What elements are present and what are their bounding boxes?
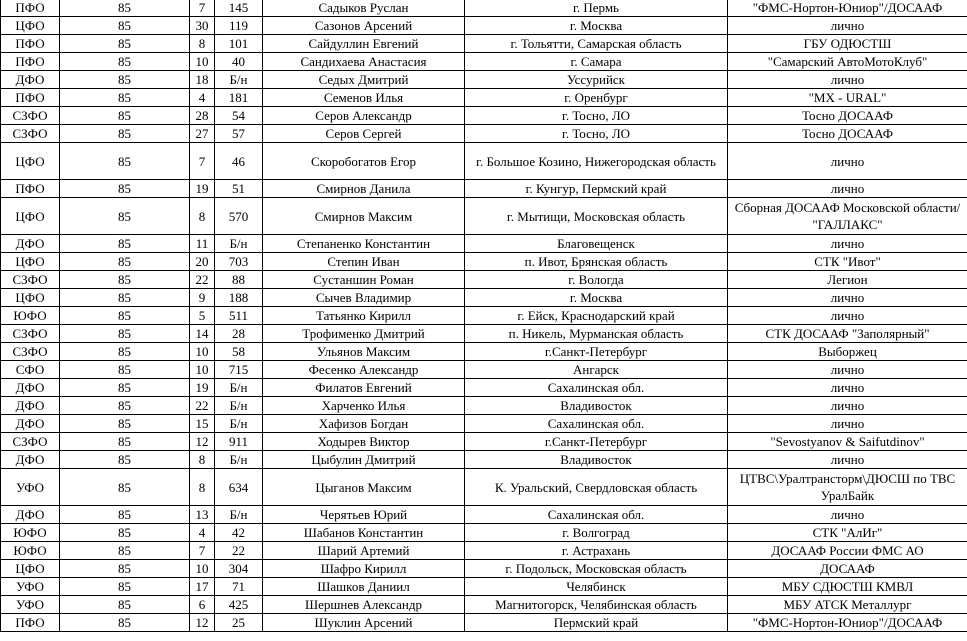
team-cell: Тосно ДОСААФ bbox=[728, 125, 967, 143]
number-cell: 511 bbox=[215, 307, 263, 325]
team-cell: лично bbox=[728, 397, 967, 415]
team-cell: лично bbox=[728, 415, 967, 433]
number-cell: Б/н bbox=[215, 451, 263, 469]
district-cell: ПФО bbox=[1, 180, 60, 198]
city-cell: Владивосток bbox=[465, 451, 728, 469]
table-row bbox=[1, 415, 967, 433]
rank-cell: 6 bbox=[190, 596, 215, 614]
number-cell: 188 bbox=[215, 289, 263, 307]
rank-cell: 4 bbox=[190, 524, 215, 542]
number-cell: 88 bbox=[215, 271, 263, 289]
table-row bbox=[1, 17, 967, 35]
table-row bbox=[1, 397, 967, 415]
table-row bbox=[1, 596, 967, 614]
team-cell: Легион bbox=[728, 271, 967, 289]
rank-cell: 7 bbox=[190, 0, 215, 17]
rank-cell: 27 bbox=[190, 125, 215, 143]
class-cell: 85 bbox=[60, 289, 190, 307]
city-cell: Пермский край bbox=[465, 614, 728, 632]
team-cell: лично bbox=[728, 307, 967, 325]
rank-cell: 22 bbox=[190, 397, 215, 415]
district-cell: СЗФО bbox=[1, 271, 60, 289]
city-cell: г. Пермь bbox=[465, 0, 728, 17]
rank-cell: 5 bbox=[190, 307, 215, 325]
team-cell: лично bbox=[728, 379, 967, 397]
district-cell: СЗФО bbox=[1, 125, 60, 143]
number-cell: 40 bbox=[215, 53, 263, 71]
class-cell: 85 bbox=[60, 451, 190, 469]
district-cell: ДФО bbox=[1, 451, 60, 469]
rank-cell: 8 bbox=[190, 469, 215, 506]
city-cell: Ангарск bbox=[465, 361, 728, 379]
class-cell: 85 bbox=[60, 89, 190, 107]
district-cell: ПФО bbox=[1, 614, 60, 632]
district-cell: ЦФО bbox=[1, 253, 60, 271]
team-cell: СТК ДОСААФ "Заполярный" bbox=[728, 325, 967, 343]
team-cell: лично bbox=[728, 289, 967, 307]
number-cell: Б/н bbox=[215, 379, 263, 397]
number-cell: 71 bbox=[215, 578, 263, 596]
table-row bbox=[1, 379, 967, 397]
team-cell: ГБУ ОДЮСТШ bbox=[728, 35, 967, 53]
district-cell: ПФО bbox=[1, 0, 60, 17]
table-row bbox=[1, 107, 967, 125]
name-cell: Харченко Илья bbox=[263, 397, 465, 415]
team-cell: МБУ АТСК Металлург bbox=[728, 596, 967, 614]
class-cell: 85 bbox=[60, 361, 190, 379]
city-cell: г. Вологда bbox=[465, 271, 728, 289]
rank-cell: 11 bbox=[190, 235, 215, 253]
table-row bbox=[1, 0, 967, 17]
number-cell: 145 bbox=[215, 0, 263, 17]
name-cell: Степаненко Константин bbox=[263, 235, 465, 253]
district-cell: СЗФО bbox=[1, 325, 60, 343]
rank-cell: 30 bbox=[190, 17, 215, 35]
number-cell: 425 bbox=[215, 596, 263, 614]
city-cell: г. Кунгур, Пермский край bbox=[465, 180, 728, 198]
team-cell: ДОСААФ России ФМС АО bbox=[728, 542, 967, 560]
number-cell: 911 bbox=[215, 433, 263, 451]
rank-cell: 10 bbox=[190, 343, 215, 361]
team-cell: ДОСААФ bbox=[728, 560, 967, 578]
district-cell: ДФО bbox=[1, 235, 60, 253]
city-cell: г. Мытищи, Московская область bbox=[465, 198, 728, 235]
number-cell: 703 bbox=[215, 253, 263, 271]
rank-cell: 7 bbox=[190, 542, 215, 560]
district-cell: СЗФО bbox=[1, 343, 60, 361]
class-cell: 85 bbox=[60, 506, 190, 524]
city-cell: Благовещенск bbox=[465, 235, 728, 253]
team-cell: лично bbox=[728, 17, 967, 35]
number-cell: 101 bbox=[215, 35, 263, 53]
class-cell: 85 bbox=[60, 271, 190, 289]
class-cell: 85 bbox=[60, 125, 190, 143]
class-cell: 85 bbox=[60, 325, 190, 343]
city-cell: Уссурийск bbox=[465, 71, 728, 89]
table-row bbox=[1, 235, 967, 253]
number-cell: 46 bbox=[215, 143, 263, 180]
name-cell: Трофименко Дмитрий bbox=[263, 325, 465, 343]
district-cell: ДФО bbox=[1, 379, 60, 397]
rank-cell: 12 bbox=[190, 433, 215, 451]
name-cell: Сазонов Арсений bbox=[263, 17, 465, 35]
number-cell: 28 bbox=[215, 325, 263, 343]
team-cell: СТК "Ивот" bbox=[728, 253, 967, 271]
name-cell: Скоробогатов Егор bbox=[263, 143, 465, 180]
table-row bbox=[1, 253, 967, 271]
team-cell: "MX - URAL" bbox=[728, 89, 967, 107]
name-cell: Шашков Даниил bbox=[263, 578, 465, 596]
table-row bbox=[1, 560, 967, 578]
class-cell: 85 bbox=[60, 614, 190, 632]
city-cell: г. Большое Козино, Нижегородская область bbox=[465, 143, 728, 180]
table-row bbox=[1, 343, 967, 361]
table-row bbox=[1, 614, 967, 632]
district-cell: ДФО bbox=[1, 506, 60, 524]
name-cell: Фесенко Александр bbox=[263, 361, 465, 379]
rank-cell: 9 bbox=[190, 289, 215, 307]
rank-cell: 19 bbox=[190, 180, 215, 198]
rank-cell: 17 bbox=[190, 578, 215, 596]
table-row bbox=[1, 289, 967, 307]
table-row bbox=[1, 325, 967, 343]
name-cell: Цыбулин Дмитрий bbox=[263, 451, 465, 469]
class-cell: 85 bbox=[60, 542, 190, 560]
class-cell: 85 bbox=[60, 253, 190, 271]
district-cell: ЮФО bbox=[1, 542, 60, 560]
rank-cell: 19 bbox=[190, 379, 215, 397]
city-cell: п. Ивот, Брянская область bbox=[465, 253, 728, 271]
district-cell: ЦФО bbox=[1, 17, 60, 35]
class-cell: 85 bbox=[60, 143, 190, 180]
rank-cell: 4 bbox=[190, 89, 215, 107]
table-row bbox=[1, 53, 967, 71]
city-cell: г. Тосно, ЛО bbox=[465, 125, 728, 143]
number-cell: 715 bbox=[215, 361, 263, 379]
city-cell: Сахалинская обл. bbox=[465, 415, 728, 433]
city-cell: Сахалинская обл. bbox=[465, 506, 728, 524]
rank-cell: 10 bbox=[190, 361, 215, 379]
name-cell: Цыганов Максим bbox=[263, 469, 465, 506]
name-cell: Татьянко Кирилл bbox=[263, 307, 465, 325]
table-row bbox=[1, 35, 967, 53]
team-cell: "ФМС-Нортон-Юниор"/ДОСААФ bbox=[728, 0, 967, 17]
number-cell: Б/н bbox=[215, 71, 263, 89]
city-cell: Владивосток bbox=[465, 397, 728, 415]
team-cell: лично bbox=[728, 506, 967, 524]
number-cell: 181 bbox=[215, 89, 263, 107]
district-cell: ПФО bbox=[1, 53, 60, 71]
table-row bbox=[1, 578, 967, 596]
district-cell: ЦФО bbox=[1, 560, 60, 578]
district-cell: ДФО bbox=[1, 415, 60, 433]
city-cell: Магнитогорск, Челябинская область bbox=[465, 596, 728, 614]
name-cell: Шабанов Константин bbox=[263, 524, 465, 542]
class-cell: 85 bbox=[60, 524, 190, 542]
city-cell: г. Москва bbox=[465, 17, 728, 35]
number-cell: 58 bbox=[215, 343, 263, 361]
number-cell: 51 bbox=[215, 180, 263, 198]
table-row bbox=[1, 307, 967, 325]
district-cell: СЗФО bbox=[1, 107, 60, 125]
team-cell: лично bbox=[728, 235, 967, 253]
city-cell: г. Оренбург bbox=[465, 89, 728, 107]
table-row bbox=[1, 469, 967, 506]
table-row bbox=[1, 361, 967, 379]
class-cell: 85 bbox=[60, 343, 190, 361]
number-cell: 570 bbox=[215, 198, 263, 235]
class-cell: 85 bbox=[60, 17, 190, 35]
table-row bbox=[1, 451, 967, 469]
name-cell: Смирнов Максим bbox=[263, 198, 465, 235]
team-cell: МБУ СДЮСТШ КМВЛ bbox=[728, 578, 967, 596]
name-cell: Семенов Илья bbox=[263, 89, 465, 107]
team-cell: Тосно ДОСААФ bbox=[728, 107, 967, 125]
team-cell: Выборжец bbox=[728, 343, 967, 361]
district-cell: ЦФО bbox=[1, 289, 60, 307]
team-cell: лично bbox=[728, 143, 967, 180]
district-cell: ЮФО bbox=[1, 307, 60, 325]
name-cell: Серов Сергей bbox=[263, 125, 465, 143]
rank-cell: 10 bbox=[190, 560, 215, 578]
name-cell: Шершнев Александр bbox=[263, 596, 465, 614]
table-row bbox=[1, 89, 967, 107]
district-cell: ДФО bbox=[1, 71, 60, 89]
number-cell: Б/н bbox=[215, 235, 263, 253]
class-cell: 85 bbox=[60, 397, 190, 415]
rank-cell: 15 bbox=[190, 415, 215, 433]
city-cell: г. Тосно, ЛО bbox=[465, 107, 728, 125]
district-cell: УФО bbox=[1, 469, 60, 506]
name-cell: Черятьев Юрий bbox=[263, 506, 465, 524]
city-cell: Сахалинская обл. bbox=[465, 379, 728, 397]
class-cell: 85 bbox=[60, 235, 190, 253]
city-cell: п. Никель, Мурманская область bbox=[465, 325, 728, 343]
rank-cell: 20 bbox=[190, 253, 215, 271]
rank-cell: 28 bbox=[190, 107, 215, 125]
district-cell: УФО bbox=[1, 596, 60, 614]
name-cell: Шафро Кирилл bbox=[263, 560, 465, 578]
team-cell: "Sevostyanov & Saifutdinov" bbox=[728, 433, 967, 451]
table-row bbox=[1, 506, 967, 524]
rank-cell: 8 bbox=[190, 35, 215, 53]
number-cell: 57 bbox=[215, 125, 263, 143]
number-cell: 42 bbox=[215, 524, 263, 542]
class-cell: 85 bbox=[60, 433, 190, 451]
name-cell: Шарий Артемий bbox=[263, 542, 465, 560]
rank-cell: 8 bbox=[190, 198, 215, 235]
city-cell: г. Волгоград bbox=[465, 524, 728, 542]
rank-cell: 7 bbox=[190, 143, 215, 180]
team-cell: ЦТВС\Уралтрансторм\ДЮСШ по ТВС УралБайк bbox=[728, 469, 967, 506]
class-cell: 85 bbox=[60, 560, 190, 578]
table-row bbox=[1, 143, 967, 180]
name-cell: Хафизов Богдан bbox=[263, 415, 465, 433]
class-cell: 85 bbox=[60, 415, 190, 433]
name-cell: Сайдуллин Евгений bbox=[263, 35, 465, 53]
number-cell: 25 bbox=[215, 614, 263, 632]
number-cell: Б/н bbox=[215, 415, 263, 433]
name-cell: Ульянов Максим bbox=[263, 343, 465, 361]
name-cell: Серов Александр bbox=[263, 107, 465, 125]
name-cell: Ходырев Виктор bbox=[263, 433, 465, 451]
district-cell: ПФО bbox=[1, 35, 60, 53]
rank-cell: 13 bbox=[190, 506, 215, 524]
number-cell: 54 bbox=[215, 107, 263, 125]
number-cell: Б/н bbox=[215, 506, 263, 524]
table-row bbox=[1, 542, 967, 560]
name-cell: Садыков Руслан bbox=[263, 0, 465, 17]
class-cell: 85 bbox=[60, 596, 190, 614]
team-cell: лично bbox=[728, 71, 967, 89]
city-cell: г.Санкт-Петербург bbox=[465, 433, 728, 451]
rank-cell: 8 bbox=[190, 451, 215, 469]
class-cell: 85 bbox=[60, 35, 190, 53]
team-cell: лично bbox=[728, 451, 967, 469]
name-cell: Степин Иван bbox=[263, 253, 465, 271]
class-cell: 85 bbox=[60, 0, 190, 17]
rank-cell: 18 bbox=[190, 71, 215, 89]
class-cell: 85 bbox=[60, 469, 190, 506]
district-cell: ПФО bbox=[1, 89, 60, 107]
district-cell: ЦФО bbox=[1, 198, 60, 235]
number-cell: 304 bbox=[215, 560, 263, 578]
city-cell: г. Тольятти, Самарская область bbox=[465, 35, 728, 53]
table-row bbox=[1, 433, 967, 451]
number-cell: Б/н bbox=[215, 397, 263, 415]
team-cell: лично bbox=[728, 180, 967, 198]
city-cell: К. Уральский, Свердловская область bbox=[465, 469, 728, 506]
team-cell: Сборная ДОСААФ Московской области/ "ГАЛЛАКС" bbox=[728, 198, 967, 235]
class-cell: 85 bbox=[60, 307, 190, 325]
table-row bbox=[1, 524, 967, 542]
class-cell: 85 bbox=[60, 198, 190, 235]
table-row bbox=[1, 125, 967, 143]
district-cell: ЦФО bbox=[1, 143, 60, 180]
team-cell: СТК "АлИг" bbox=[728, 524, 967, 542]
table-row bbox=[1, 71, 967, 89]
table-body bbox=[1, 0, 967, 632]
class-cell: 85 bbox=[60, 53, 190, 71]
city-cell: г. Подольск, Московская область bbox=[465, 560, 728, 578]
class-cell: 85 bbox=[60, 107, 190, 125]
number-cell: 119 bbox=[215, 17, 263, 35]
team-cell: лично bbox=[728, 361, 967, 379]
city-cell: г. Ейск, Краснодарский край bbox=[465, 307, 728, 325]
city-cell: г. Самара bbox=[465, 53, 728, 71]
city-cell: г. Астрахань bbox=[465, 542, 728, 560]
name-cell: Шуклин Арсений bbox=[263, 614, 465, 632]
city-cell: г.Санкт-Петербург bbox=[465, 343, 728, 361]
team-cell: "ФМС-Нортон-Юниор"/ДОСААФ bbox=[728, 614, 967, 632]
city-cell: г. Москва bbox=[465, 289, 728, 307]
name-cell: Смирнов Данила bbox=[263, 180, 465, 198]
number-cell: 634 bbox=[215, 469, 263, 506]
class-cell: 85 bbox=[60, 180, 190, 198]
table-row bbox=[1, 271, 967, 289]
name-cell: Филатов Евгений bbox=[263, 379, 465, 397]
class-cell: 85 bbox=[60, 578, 190, 596]
rank-cell: 14 bbox=[190, 325, 215, 343]
table-row bbox=[1, 180, 967, 198]
rank-cell: 22 bbox=[190, 271, 215, 289]
city-cell: Челябинск bbox=[465, 578, 728, 596]
number-cell: 22 bbox=[215, 542, 263, 560]
name-cell: Сустаншин Роман bbox=[263, 271, 465, 289]
district-cell: ЮФО bbox=[1, 524, 60, 542]
rank-cell: 12 bbox=[190, 614, 215, 632]
name-cell: Сычев Владимир bbox=[263, 289, 465, 307]
name-cell: Седых Дмитрий bbox=[263, 71, 465, 89]
table-row bbox=[1, 198, 967, 235]
district-cell: СФО bbox=[1, 361, 60, 379]
team-cell: "Самарский АвтоМотоКлуб" bbox=[728, 53, 967, 71]
district-cell: СЗФО bbox=[1, 433, 60, 451]
name-cell: Сандихаева Анастасия bbox=[263, 53, 465, 71]
class-cell: 85 bbox=[60, 71, 190, 89]
district-cell: УФО bbox=[1, 578, 60, 596]
class-cell: 85 bbox=[60, 379, 190, 397]
rank-cell: 10 bbox=[190, 53, 215, 71]
district-cell: ДФО bbox=[1, 397, 60, 415]
